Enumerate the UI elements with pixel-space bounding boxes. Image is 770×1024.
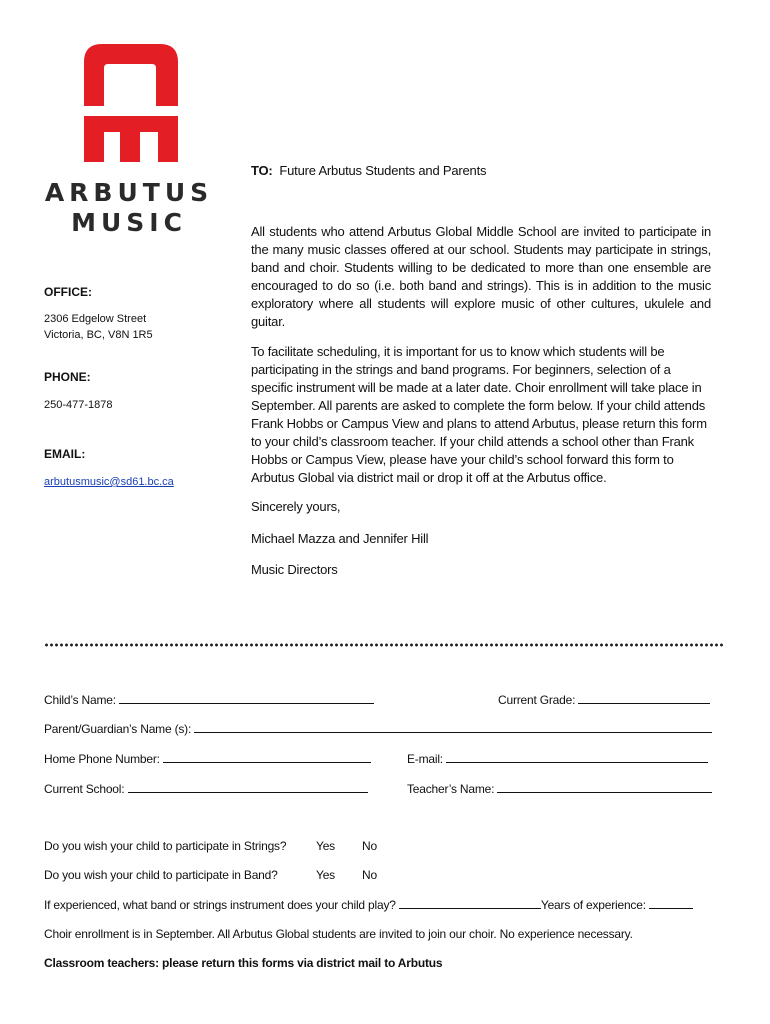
- return-note: Classroom teachers: please return this forms via district mail to Arbutus: [44, 956, 443, 970]
- office-heading: OFFICE:: [44, 285, 92, 299]
- parent-name-field[interactable]: [194, 720, 712, 733]
- strings-no-option[interactable]: No: [362, 839, 377, 853]
- phone-number: 250-477-1878: [44, 399, 113, 411]
- letter-paragraph-1: All students who attend Arbutus Global Middle School are invited to participate in the many music classes offered at our school. Students may participate in strings, band and choir. Students willing to be dedicated to more than one ensemble are encouraged to do so (i.e. both band and strings). This is in addition to the music exploratory where all students will explore music of other cultures, ukulele and guitar.: [251, 224, 711, 329]
- email-heading: EMAIL:: [44, 447, 86, 461]
- current-school-row: [44, 780, 368, 797]
- phone-heading: PHONE:: [44, 370, 91, 384]
- am-star-logo-icon: [82, 44, 178, 162]
- teacher-name-label: Teacher’s Name:: [407, 782, 495, 796]
- current-grade-row: [498, 691, 710, 708]
- child-name-row: [44, 691, 374, 708]
- choir-note: Choir enrollment is in September. All Arbutus Global students are invited to join our choir. No experience necessary.: [44, 927, 633, 941]
- tear-off-dotted-line: [44, 643, 724, 647]
- child-name-label: Child’s Name:: [44, 693, 116, 707]
- email-label: E-mail:: [407, 752, 443, 766]
- to-label: TO:: [251, 163, 273, 178]
- teacher-name-row: [407, 780, 712, 797]
- strings-yes-option[interactable]: Yes: [316, 839, 335, 853]
- address-line1: 2306 Edgelow Street: [44, 313, 147, 325]
- brand-name-line1: ARBUTUS: [44, 178, 214, 207]
- to-text: Future Arbutus Students and Parents: [279, 163, 487, 178]
- years-experience-label: Years of experience:: [540, 898, 646, 912]
- home-phone-field[interactable]: [163, 750, 371, 763]
- band-no-option[interactable]: No: [362, 868, 377, 882]
- email-link[interactable]: arbutusmusic@sd61.bc.ca: [44, 476, 174, 488]
- teacher-name-field[interactable]: [497, 780, 712, 793]
- child-name-field[interactable]: [119, 691, 374, 704]
- email-row: [407, 750, 708, 767]
- current-grade-label: Current Grade:: [498, 693, 576, 707]
- parent-name-label: Parent/Guardian’s Name (s):: [44, 722, 192, 736]
- parent-name-row: [44, 720, 712, 737]
- letter-closing: Sincerely yours,: [251, 499, 341, 514]
- home-phone-row: [44, 750, 371, 767]
- current-school-label: Current School:: [44, 782, 125, 796]
- home-phone-label: Home Phone Number:: [44, 752, 160, 766]
- current-school-field[interactable]: [128, 780, 368, 793]
- band-yes-option[interactable]: Yes: [316, 868, 335, 882]
- instrument-field[interactable]: [399, 896, 541, 909]
- band-question: Do you wish your child to participate in Band?: [44, 868, 278, 882]
- email-field[interactable]: [446, 750, 708, 763]
- current-grade-field[interactable]: [578, 691, 710, 704]
- address-line2: Victoria, BC, V8N 1R5: [44, 329, 153, 341]
- letter-paragraph-2: To facilitate scheduling, it is important for us to know which students will be participating in the strings and band programs. For beginners, selection of a specific instrument will be made at a later date. Choir enrollment will take place in September. All parents are asked to complete the form below. If your child attends Frank Hobbs or Campus View and plans to attend Arbutus, please return this form to your child’s classroom teacher. If your child attends a school other than Frank Hobbs or Campus View, please have your child’s school forward this form to Arbutus Global via district mail or drop it off at the Arbutus office.: [251, 344, 707, 485]
- instrument-row: [44, 896, 693, 913]
- letter-signer-title: Music Directors: [251, 562, 338, 577]
- instrument-question: If experienced, what band or strings instrument does your child play?: [44, 898, 396, 912]
- strings-question: Do you wish your child to participate in Strings?: [44, 839, 287, 853]
- years-experience-field[interactable]: [649, 896, 693, 909]
- brand-name-line2: MUSIC: [71, 208, 187, 237]
- to-line: [251, 162, 711, 180]
- letter-signers: Michael Mazza and Jennifer Hill: [251, 531, 429, 546]
